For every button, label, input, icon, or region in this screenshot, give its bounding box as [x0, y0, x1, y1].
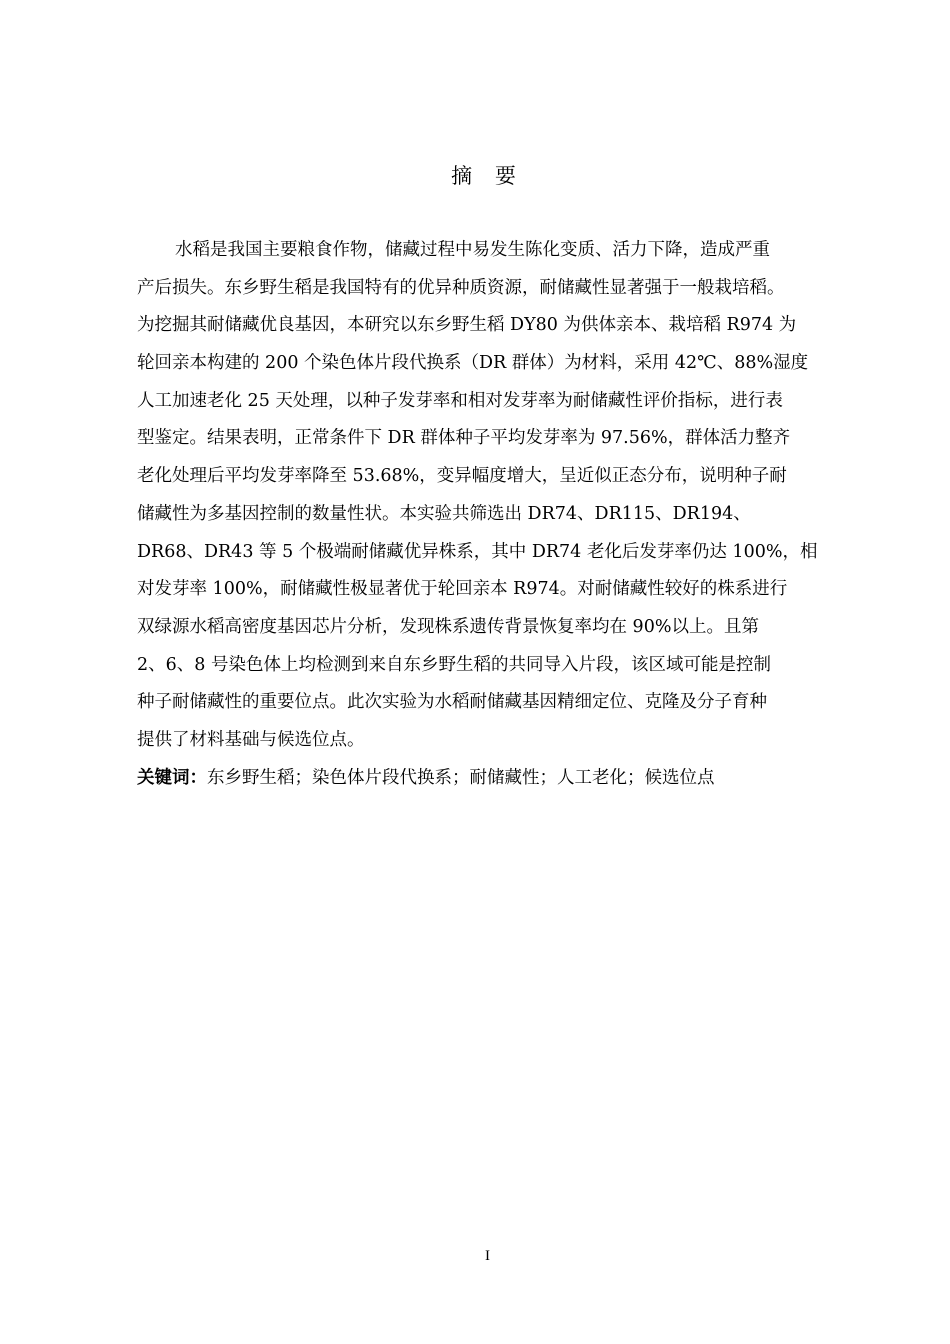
- keywords-text: 东乡野生稻；染色体片段代换系；耐储藏性；人工老化；候选位点: [207, 768, 715, 788]
- abstract-line: 产后损失。东乡野生稻是我国特有的优异种质资源，耐储藏性显著强于一般栽培稻。: [137, 277, 785, 298]
- abstract-line: 提供了材料基础与候选位点。: [137, 729, 365, 750]
- abstract-line: 储藏性为多基因控制的数量性状。本实验共筛选出 DR74、DR115、DR194、: [137, 503, 751, 524]
- abstract-line: 2、6、8 号染色体上均检测到来自东乡野生稻的共同导入片段，该区域可能是控制: [137, 654, 771, 675]
- abstract-line: 双绿源水稻高密度基因芯片分析，发现株系遗传背景恢复率均在 90%以上。且第: [137, 616, 759, 637]
- abstract-line: 水稻是我国主要粮食作物，储藏过程中易发生陈化变质、活力下降，造成严重: [175, 240, 770, 260]
- abstract-body: [137, 232, 847, 760]
- abstract-title: 摘 要: [451, 164, 524, 188]
- keywords-line: [137, 760, 847, 798]
- abstract-line: 种子耐储藏性的重要位点。此次实验为水稻耐储藏基因精细定位、克隆及分子育种: [137, 692, 767, 713]
- abstract-line: DR68、DR43 等 5 个极端耐储藏优异株系，其中 DR74 老化后发芽率仍达 100%，相: [137, 541, 818, 562]
- abstract-line: 轮回亲本构建的 200 个染色体片段代换系（DR 群体）为材料，采用 42℃、88%湿度: [137, 353, 809, 374]
- abstract-line: 老化处理后平均发芽率降至 53.68%，变异幅度增大，呈近似正态分布，说明种子耐: [137, 466, 787, 487]
- abstract-line: 人工加速老化 25 天处理，以种子发芽率和相对发芽率为耐储藏性评价指标，进行表: [137, 390, 783, 411]
- abstract-line: 为挖掘其耐储藏优良基因，本研究以东乡野生稻 DY80 为供体亲本、栽培稻 R974 为: [137, 315, 797, 336]
- abstract-line: 对发芽率 100%，耐储藏性极显著优于轮回亲本 R974。对耐储藏性较好的株系进行: [137, 579, 788, 600]
- keywords-label: 关键词：: [137, 768, 207, 788]
- page-number: I: [485, 1248, 490, 1264]
- abstract-line: 型鉴定。结果表明，正常条件下 DR 群体种子平均发芽率为 97.56%，群体活力整齐: [137, 428, 791, 449]
